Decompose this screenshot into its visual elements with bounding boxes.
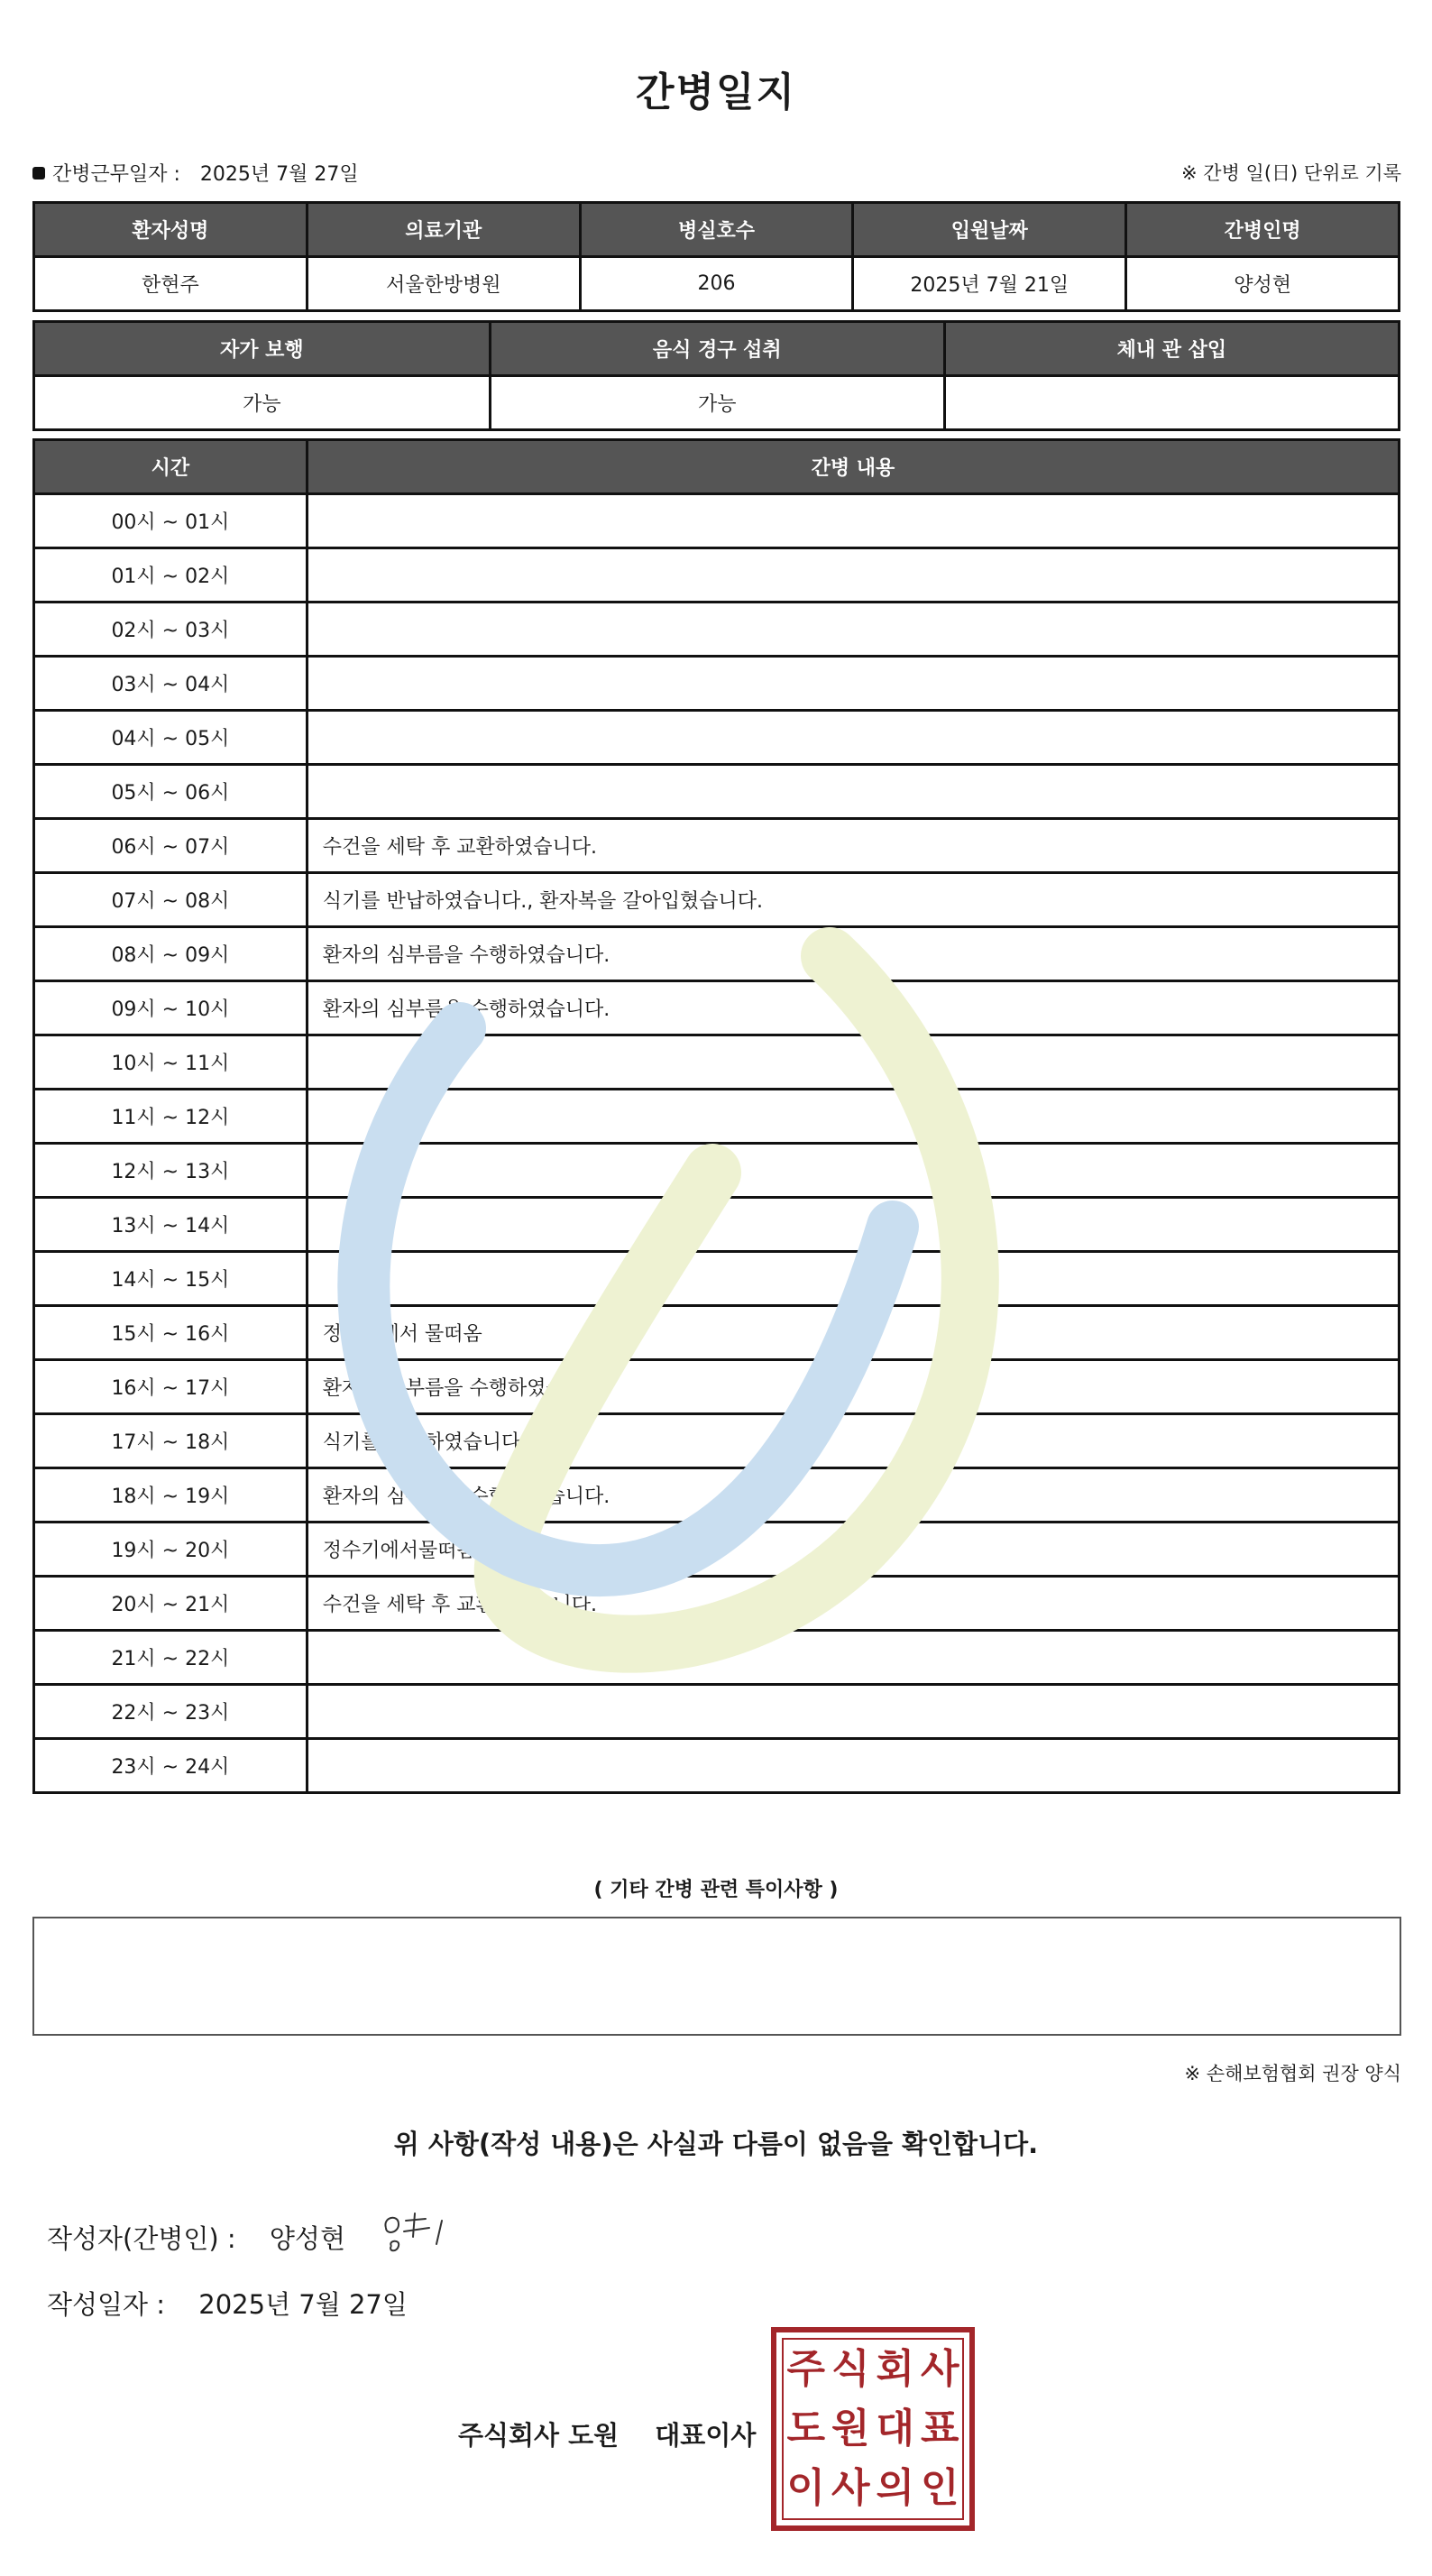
hourly-log-table xyxy=(32,438,1400,1794)
log-row xyxy=(34,1739,1400,1793)
seal-character: 식 xyxy=(831,2346,870,2392)
status-value-row xyxy=(34,376,1400,430)
info-value-row xyxy=(34,257,1400,311)
log-content-cell xyxy=(307,1198,1399,1252)
log-content-cell xyxy=(307,1739,1399,1793)
log-time-cell: 06시 ~ 07시 xyxy=(34,819,308,873)
log-time-cell: 10시 ~ 11시 xyxy=(34,1035,308,1090)
info-header-cell: 간병인명 xyxy=(1126,203,1400,257)
log-content-cell: 식기를 반납하였습니다. xyxy=(307,1414,1399,1468)
self-walking-value: 가능 xyxy=(34,376,491,430)
log-row xyxy=(34,1035,1400,1090)
log-row xyxy=(34,765,1400,819)
log-row xyxy=(34,1306,1400,1360)
log-row xyxy=(34,1631,1400,1685)
log-row xyxy=(34,1090,1400,1144)
log-time-cell: 21시 ~ 22시 xyxy=(34,1631,308,1685)
seal-character: 인 xyxy=(920,2465,959,2511)
log-row xyxy=(34,1468,1400,1523)
seal-character: 표 xyxy=(920,2406,959,2452)
log-time-cell: 19시 ~ 20시 xyxy=(34,1523,308,1577)
log-row xyxy=(34,657,1400,711)
log-time-cell: 13시 ~ 14시 xyxy=(34,1198,308,1252)
document-title: 간병일지 xyxy=(635,69,796,115)
seal-character: 의 xyxy=(876,2465,914,2511)
company-line xyxy=(458,2415,756,2452)
log-time-cell: 23시 ~ 24시 xyxy=(34,1739,308,1793)
log-time-cell: 15시 ~ 16시 xyxy=(34,1306,308,1360)
log-row xyxy=(34,1414,1400,1468)
log-time-cell: 03시 ~ 04시 xyxy=(34,657,308,711)
seal-character: 이 xyxy=(786,2465,825,2511)
log-time-cell: 17시 ~ 18시 xyxy=(34,1414,308,1468)
log-row xyxy=(34,1523,1400,1577)
log-row xyxy=(34,603,1400,657)
seal-character: 주 xyxy=(786,2346,825,2392)
log-row xyxy=(34,1198,1400,1252)
log-row xyxy=(34,1360,1400,1414)
written-date-line xyxy=(47,2285,408,2322)
log-content-cell xyxy=(307,1685,1399,1739)
log-content-cell: 환자의 심부름을 수행하였습니다. xyxy=(307,1468,1399,1523)
unit-note: ※ 간병 일(日) 단위로 기록 xyxy=(1181,162,1401,184)
remarks-title: ( 기타 간병 관련 특이사항 ) xyxy=(593,1879,839,1901)
work-date-label: 간병근무일자 : xyxy=(52,163,180,186)
seal-character: 도 xyxy=(786,2406,825,2452)
log-time-cell: 18시 ~ 19시 xyxy=(34,1468,308,1523)
log-header-content: 간병 내용 xyxy=(307,440,1399,494)
log-content-cell: 환자의 심부름을 수행하였습니다. xyxy=(307,1360,1399,1414)
room-number: 206 xyxy=(580,257,853,311)
info-header-cell: 의료기관 xyxy=(307,203,580,257)
info-header-cell: 입원날짜 xyxy=(853,203,1126,257)
written-date-label: 작성일자 : xyxy=(47,2289,166,2320)
tube-insertion-value xyxy=(944,376,1399,430)
log-content-cell xyxy=(307,1144,1399,1198)
log-content-cell xyxy=(307,548,1399,603)
seal-character: 사 xyxy=(831,2465,870,2511)
oral-intake-value: 가능 xyxy=(490,376,944,430)
patient-info-table xyxy=(32,201,1400,312)
log-header-time: 시간 xyxy=(34,440,308,494)
patient-status-table xyxy=(32,320,1400,431)
work-date xyxy=(32,159,359,187)
log-content-cell: 수건을 세탁 후 교환하였습니다. xyxy=(307,1577,1399,1631)
writer-name: 양성현 xyxy=(269,2223,345,2254)
log-content-cell xyxy=(307,657,1399,711)
log-content-cell: 정수기에서 물떠옴 xyxy=(307,1306,1399,1360)
work-date-value: 2025년 7월 27일 xyxy=(199,163,359,186)
caregiver-name: 양성현 xyxy=(1126,257,1400,311)
log-content-cell: 환자의 심부름을 수행하였습니다. xyxy=(307,981,1399,1035)
log-time-cell: 14시 ~ 15시 xyxy=(34,1252,308,1306)
log-row xyxy=(34,1144,1400,1198)
seal-character: 회 xyxy=(876,2346,914,2392)
log-content-cell xyxy=(307,1252,1399,1306)
handwritten-signature-icon xyxy=(379,2201,478,2264)
log-time-cell: 07시 ~ 08시 xyxy=(34,873,308,927)
writer-label: 작성자(간병인) : xyxy=(47,2223,236,2254)
info-header-cell: 병실호수 xyxy=(580,203,853,257)
admission-date: 2025년 7월 21일 xyxy=(853,257,1126,311)
bullet-square-icon xyxy=(32,167,45,179)
log-header-row xyxy=(34,440,1400,494)
confirmation-statement: 위 사항(작성 내용)은 사실과 다름이 없음을 확인합니다. xyxy=(393,2129,1039,2159)
hospital-name: 서울한방병원 xyxy=(307,257,580,311)
seal-character: 원 xyxy=(831,2406,870,2452)
log-time-cell: 01시 ~ 02시 xyxy=(34,548,308,603)
log-content-cell: 정수기에서물떠옴 xyxy=(307,1523,1399,1577)
log-time-cell: 02시 ~ 03시 xyxy=(34,603,308,657)
recommend-note: ※ 손해보험협회 권장 양식 xyxy=(1184,2063,1401,2084)
written-date-value: 2025년 7월 27일 xyxy=(198,2289,408,2320)
status-header-cell: 자가 보행 xyxy=(34,322,491,376)
log-content-cell: 환자의 심부름을 수행하였습니다. xyxy=(307,927,1399,981)
info-header-cell: 환자성명 xyxy=(34,203,308,257)
log-time-cell: 11시 ~ 12시 xyxy=(34,1090,308,1144)
log-time-cell: 09시 ~ 10시 xyxy=(34,981,308,1035)
log-row xyxy=(34,711,1400,765)
log-row xyxy=(34,548,1400,603)
log-content-cell xyxy=(307,1090,1399,1144)
log-content-cell xyxy=(307,711,1399,765)
log-time-cell: 08시 ~ 09시 xyxy=(34,927,308,981)
company-role: 대표이사 xyxy=(655,2420,757,2451)
log-row xyxy=(34,1685,1400,1739)
log-time-cell: 22시 ~ 23시 xyxy=(34,1685,308,1739)
log-row xyxy=(34,981,1400,1035)
log-row xyxy=(34,1577,1400,1631)
log-time-cell: 05시 ~ 06시 xyxy=(34,765,308,819)
log-row xyxy=(34,1252,1400,1306)
status-header-cell: 음식 경구 섭취 xyxy=(490,322,944,376)
log-time-cell: 00시 ~ 01시 xyxy=(34,494,308,548)
log-content-cell xyxy=(307,765,1399,819)
log-row xyxy=(34,873,1400,927)
seal-characters xyxy=(782,2338,964,2520)
writer-line xyxy=(47,2219,345,2256)
status-header-row xyxy=(34,322,1400,376)
log-time-cell: 16시 ~ 17시 xyxy=(34,1360,308,1414)
info-header-row xyxy=(34,203,1400,257)
log-row xyxy=(34,494,1400,548)
log-row xyxy=(34,927,1400,981)
log-content-cell: 수건을 세탁 후 교환하였습니다. xyxy=(307,819,1399,873)
log-time-cell: 12시 ~ 13시 xyxy=(34,1144,308,1198)
log-row xyxy=(34,819,1400,873)
log-content-cell xyxy=(307,1035,1399,1090)
company-name: 주식회사 도원 xyxy=(458,2420,620,2451)
log-content-cell xyxy=(307,494,1399,548)
patient-name: 한현주 xyxy=(34,257,308,311)
seal-character: 대 xyxy=(876,2406,914,2452)
log-content-cell xyxy=(307,603,1399,657)
seal-character: 사 xyxy=(920,2346,959,2392)
log-time-cell: 20시 ~ 21시 xyxy=(34,1577,308,1631)
log-content-cell: 식기를 반납하였습니다., 환자복을 갈아입혔습니다. xyxy=(307,873,1399,927)
log-content-cell xyxy=(307,1631,1399,1685)
log-time-cell: 04시 ~ 05시 xyxy=(34,711,308,765)
status-header-cell: 체내 관 삽입 xyxy=(944,322,1399,376)
company-seal-stamp xyxy=(771,2327,975,2531)
remarks-box xyxy=(32,1917,1401,2036)
